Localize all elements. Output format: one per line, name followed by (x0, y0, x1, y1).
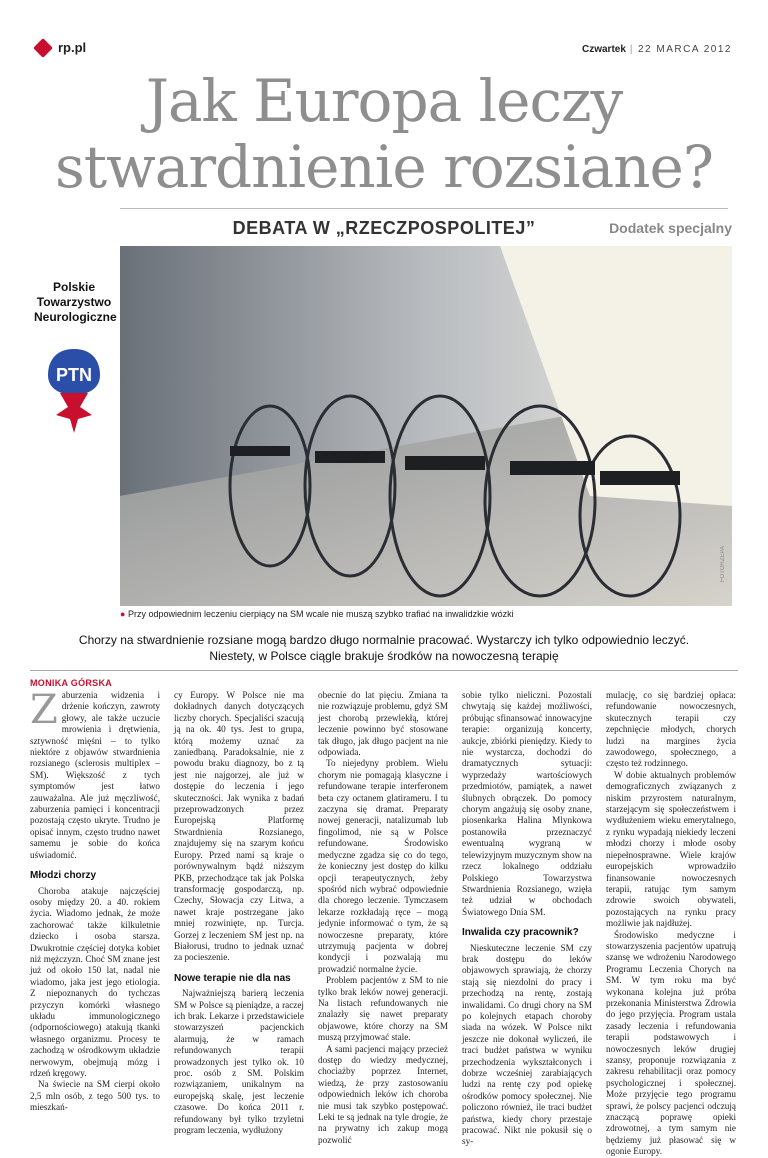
divider-lead (30, 670, 738, 671)
article-column-1 (30, 687, 160, 1113)
photo-caption (120, 609, 514, 619)
lead-line-2: Niestety, w Polsce ciągle brakuje środków na nowoczesną terapię (209, 649, 559, 663)
rp-logo[interactable] (36, 40, 86, 55)
organization-name-2: Towarzystwo (36, 295, 112, 309)
article-paragraph: sobie tylko nieliczni. Pozostali chwytają się każdej możliwości, próbując sfinansować innowacyjne terapie: organizują koncerty, aukcje, zbiórki pieniędzy. Kiedy to nie wystarcza, dochodzi do dramatycznych sytuacji: wyprzedaży wartościowych przedmiotów, pamiątek, a nawet ślubnych obrączek. Do pomocy chorym angażują się osoby znane, piosenkarka Halina Mlynkowa postanowiła przeznaczyć ewentualną wygraną w telewizyjnym muzycznym show na rzecz lokalnego oddziału Polskiego Towarzystwa Stwardnienia Rozsianego, wzięła też udział w obchodach Światowego Dnia SM. (462, 690, 592, 917)
author-byline: MONIKA GÓRSKA (30, 678, 113, 688)
article-paragraph: W dobie aktualnych problemów demograficznych związanych z niskim przyrostem naturalnym, starzejącym się społeczeństwem i wydłużeniem wieku emerytalnego, z rynku wypadają niekiedy leczeni młodzi chorzy i młode osoby niepełnosprawne. Wiele krajów europejskich wprowadziło finansowanie nowoczesnych terapii, ratując tym samym zdrowie swoich obywateli, pozostających na rynku pracy możliwie jak najdłużej. (606, 769, 736, 929)
article-column-5 (606, 690, 736, 1157)
supplement-label: Dodatek specjalny (609, 220, 732, 236)
article-paragraph: obecnie do lat pięciu. Zmiana ta nie rozwiązuje problemu, gdyż SM jest chorobą przewlekłą, której leczenie powinno być stosowane tak długo, jak długo pacjent na nie odpowiada. (318, 690, 448, 758)
article-paragraph: Zaburzenia widzenia i drżenie kończyn, zawroty głowy, ale także uczucie mrowienia i drętwienia, sztywność mięśni – to tylko niektóre z objawów stwardnienia rozsianego (sclerosis multiplex – SM). Większość z tych symptomów jest łatwo zauważalna. Ale już męczliwość, zaburzenia pamięci i koncentracji pozostają często ukryte. Trudno je opisać innym, często trudno nawet samemu je sobie do końca uświadomić. (30, 687, 160, 860)
article-paragraph: cy Europy. W Polsce nie ma dokładnych danych dotyczących liczby chorych. Specjaliści szacują ją na ok. 40 tys. Jest to grupa, którą możemy uznać za zaniedbaną. Paradoksalnie, nie z powodu braku diagnozy, bo z tą jest nie najgorzej, ale już w dostępie do leczenia i jego skuteczności. Jak wynika z badań przeprowadzonych przez Europejską Platformę Stwardnienia Rozsianego, znajdujemy się na szarym końcu Europy. Przed nami są kraje o porównywalnym bądź niższym PKB, przechodzące tak jak Polska transformację gospodarczą, np. Czechy, Słowacja czy Litwa, a nawet kraje postrzegane jako mniej rozwinięte, np. Turcja. Gorzej z leczeniem SM jest np. na Białorusi, trudno to jednak uznać za pocieszenie. (174, 690, 304, 963)
dateline: Czwartek | 22 MARCA 2012 (581, 44, 732, 55)
article-paragraph: Choroba atakuje najczęściej osoby między 20. a 40. rokiem życia. Wiadomo jednak, że może zachorować także kilkuletnie dziecko i osoba starsza. Dwukrotnie częściej dotyka kobiet niż mężczyzn. Choć SM znane jest już od około 150 lat, nadal nie wiadomo, jaka jest jego etiologia. Z niepoznanych do tychczas przyczyn komórki własnego układu immunologicznego (odpornościowego) atakują tkanki własnego organizmu. Procesy te zachodzą w ośrodkowym układzie nerwowym, obejmują mózg i rdzeń kręgowy. (30, 885, 160, 1078)
rp-logo-icon (33, 38, 53, 58)
article-paragraph: To niejedyny problem. Wielu chorym nie pomagają klasyczne i refundowane terapie interferonem beta czy octanem glatirameru. I tu zaczyna się dramat. Preparaty nowej generacji, natalizumab lub fingolimod, nie są w Polsce refundowane. Środowisko medyczne zgadza się co do tego, że konieczny jest dostęp do kilku opcji terapeutycznych, żeby spośród nich wybrać odpowiednie dla chorego leczenie. Tymczasem lekarze rozkładają ręce – mogą jedynie informować o tym, że są nowoczesne preparaty, które utrzymują pacjenta w dobrej kondycji i pozwalają mu prowadzić normalne życie. (318, 758, 448, 974)
dropcap: Z (30, 687, 58, 733)
article-column-2 (174, 690, 304, 1136)
article-body (30, 687, 740, 1157)
article-column-3 (318, 690, 448, 1145)
photo-credit: FOTORZEPA (720, 546, 726, 583)
organization-block (34, 280, 117, 440)
ptn-logo-text: PTN (56, 365, 92, 385)
article-column-4 (462, 690, 592, 1147)
dateline-day: Czwartek (581, 44, 626, 55)
article-paragraph: mulację, co się bardziej opłaca: refundowanie nowoczesnych, skutecznych terapii czy zepchnięcie młodych, chorych ludzi na margines życia zawodowego, społecznego, a często też rodzinnego. (606, 690, 736, 769)
wheelchairs-photo (120, 246, 732, 606)
article-paragraph: Środowisko medyczne i stowarzyszenia pacjentów upatrują szansę we wdrożeniu Narodowego Programu Leczenia Chorych na SM. W tym roku ma być wykonana kolejna już próba przekonania Ministerstwa Zdrowia do jego przyjęcia. Program ustala zasady leczenia i refundowania terapii podstawowych i nowoczesnych leków drugiej szansy, proponuje rozwiązania z zakresu rehabilitacji oraz pomocy psychologicznej i społecznej. Może przyjęcie tego programu sprawi, że polscy pacjenci odczują znaczącą poprawę opieki zdrowotnej, a tym samym nie będziemy już płasować się w ogonie Europy. (606, 929, 736, 1157)
lead-line-1: Chorzy na stwardnienie rozsiane mogą bardzo długo normalnie pracować. Wystarczy ich tylko odpowiednio leczyć. (78, 633, 690, 647)
debate-title: DEBATA W „RZECZPOSPOLITEJ” (232, 218, 536, 238)
caption-bullet-icon: ● (120, 609, 126, 619)
headline (20, 68, 748, 200)
masthead (36, 40, 732, 60)
headline-line-2: stwardnienie rozsiane? (55, 133, 713, 201)
caption-text: Przy odpowiednim leczeniu cierpiący na SM wcale nie muszą szybko trafiać na inwalidzkie wózki (127, 609, 514, 619)
subheading-mlodzi-chorzy: Młodzi chorzy (30, 870, 97, 882)
article-paragraph: Najważniejszą barierą leczenia SM w Polsce są pieniądze, a raczej ich brak. Lekarze i przedstawiciele stowarzyszeń pacjenckich alarmują, że w ramach refundowanych terapii prowadzonych jest tylko ok. 10 proc. osób z SM. Polskim rozwiązaniem, unikalnym na europejską skalę, jest leczenie czasowe. Do końca 2011 r. refundowany był tylko trzyletni program leczenia, wydłużony (174, 988, 304, 1136)
divider-top (120, 208, 728, 209)
article-paragraph: Na świecie na SM cierpi około 2,5 mln osób, z tego 500 tys. to mieszkań- (30, 1079, 160, 1113)
article-paragraph: Problem pacjentów z SM to nie tylko brak leków nowej generacji. Na listach refundowanych nie znalazły się nawet preparaty objawowe, które chorzy na SM muszą przyjmować stale. (318, 975, 448, 1043)
dateline-date: 22 MARCA 2012 (638, 44, 732, 55)
rp-logo-text: rp.pl (58, 40, 87, 55)
article-paragraph: A sami pacjenci mający przecież dostęp do wiedzy medycznej, chociażby poprzez Internet, wiedzą, że przy zastosowaniu odpowiednich leków ich choroba nie musi tak szybko postępować. Leki te są jednak na tyle drogie, że na prywatny ich zakup mogą pozwolić (318, 1043, 448, 1145)
organization-name-1: Polskie (52, 280, 96, 294)
subheading-nowe-terapie: Nowe terapie nie dla nas (174, 972, 291, 984)
ptn-logo (44, 345, 104, 435)
lead (30, 632, 738, 664)
article-paragraph: Nieskuteczne leczenie SM czy brak dostępu do leków objawowych sprawiają, że chorzy stają się niezdolni do pracy i przechodzą na rentę, zostają inwalidami. Co drugi chory na SM po kolejnych etapach choroby siada na wózek. W Polsce nikt jeszcze nie dokonał wyliczeń, ile traci budżet państwa w wyniku przechodzenia wykształconych i dobrze wcześniej zarabiających ludzi na rentę czy pod opiekę ośrodków pomocy społecznej. Nie policzono również, ile traci budżet państwa, kiedy chory przestaje pracować. Nikt nie pokusił się o sy- (462, 942, 592, 1147)
subheading-inwalida: Inwalida czy pracownik? (462, 927, 579, 939)
organization-name-3: Neurologiczne (34, 310, 117, 324)
headline-line-1: Jak Europa leczy (145, 67, 623, 135)
